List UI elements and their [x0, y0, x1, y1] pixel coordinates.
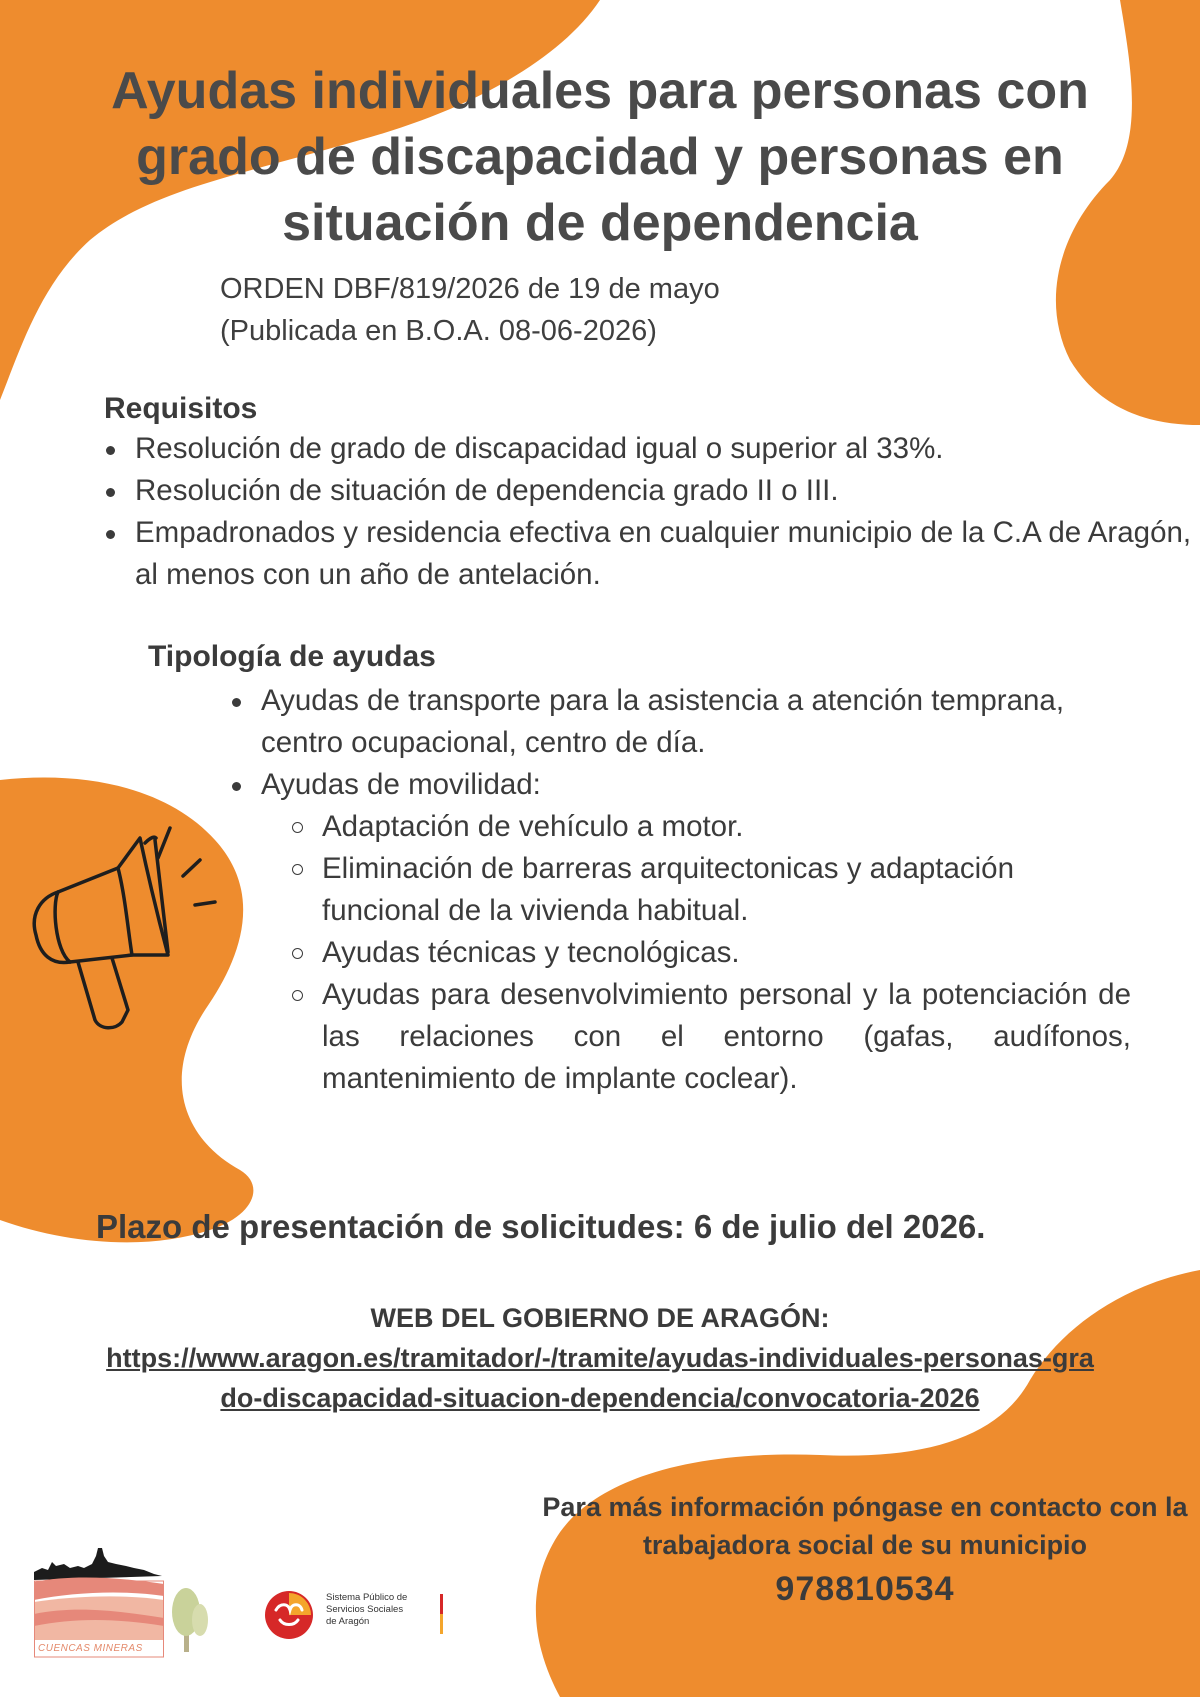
- requirement-item: Empadronados y residencia efectiva en cualquier municipio de la C.A de Aragón, al menos con un año de antelación.: [104, 512, 1194, 596]
- aid-type-item: Ayudas de transporte para la asistencia a atención temprana, centro ocupacional, centro de día.: [230, 680, 1130, 764]
- aid-types-heading: Tipología de ayudas: [148, 640, 436, 673]
- logo-text-line: Servicios Sociales: [326, 1604, 404, 1615]
- contact-text: Para más información póngase en contacto con la trabajadora social de su municipio: [542, 1492, 1188, 1560]
- requirements-list: [104, 428, 1194, 596]
- requirements-section: [104, 392, 1194, 596]
- logo-text-line: de Aragón: [326, 1616, 370, 1627]
- requirement-item: Resolución de grado de discapacidad igual o superior al 33%.: [104, 428, 1194, 470]
- publication-line: (Publicada en B.O.A. 08-06-2026): [220, 315, 657, 347]
- web-section: [60, 1298, 1140, 1418]
- requirements-heading: Requisitos: [104, 392, 258, 425]
- order-line: ORDEN DBF/819/2026 de 19 de mayo: [220, 273, 720, 305]
- order-reference: [220, 268, 720, 352]
- mobility-subtype-item: Adaptación de vehículo a motor.: [291, 806, 1131, 848]
- contact-phone: 978810534: [775, 1570, 955, 1608]
- web-label: WEB DEL GOBIERNO DE ARAGÓN:: [370, 1303, 830, 1333]
- logo-text-line: Sistema Público de: [326, 1592, 408, 1603]
- mobility-subtype-item: Ayudas técnicas y tecnológicas.: [291, 932, 1131, 974]
- page-title: Ayudas individuales para personas con grado de discapacidad y personas en situación de dependencia: [111, 62, 1089, 252]
- aid-types-list: [230, 680, 1130, 1100]
- servicios-sociales-logo-graphic: [262, 1588, 322, 1642]
- aid-type-item: [230, 764, 1130, 1100]
- deadline-text: Plazo de presentación de solicitudes: 6 de julio del 2026.: [96, 1208, 986, 1245]
- cuencas-mineras-text: CUENCAS MINERAS: [38, 1643, 143, 1654]
- aid-types-section: [148, 640, 1131, 1100]
- mobility-subtype-item: Eliminación de barreras arquitectonicas y adaptación funcional de la vivienda habitual.: [291, 848, 1131, 932]
- servicios-sociales-text: [326, 1592, 446, 1628]
- servicios-sociales-logo: [262, 1588, 452, 1642]
- mobility-subtype-item: Ayudas para desenvolvimiento personal y la potenciación de las relaciones con el entorno (gafas, audífonos, mantenimiento de implante coclear).: [291, 974, 1131, 1100]
- cuencas-mineras-logo: [34, 1548, 214, 1660]
- logo-divider: [440, 1594, 443, 1634]
- mobility-subtypes-list: [291, 806, 1131, 1100]
- web-link[interactable]: https://www.aragon.es/tramitador/-/tramite/ayudas-individuales-personas-grado-discapacidad-situacion-dependencia/convocatoria-2026: [106, 1343, 1094, 1413]
- contact-section: [530, 1488, 1200, 1612]
- requirement-item: Resolución de situación de dependencia grado II o III.: [104, 470, 1194, 512]
- aid-type-label: Ayudas de movilidad:: [261, 768, 541, 801]
